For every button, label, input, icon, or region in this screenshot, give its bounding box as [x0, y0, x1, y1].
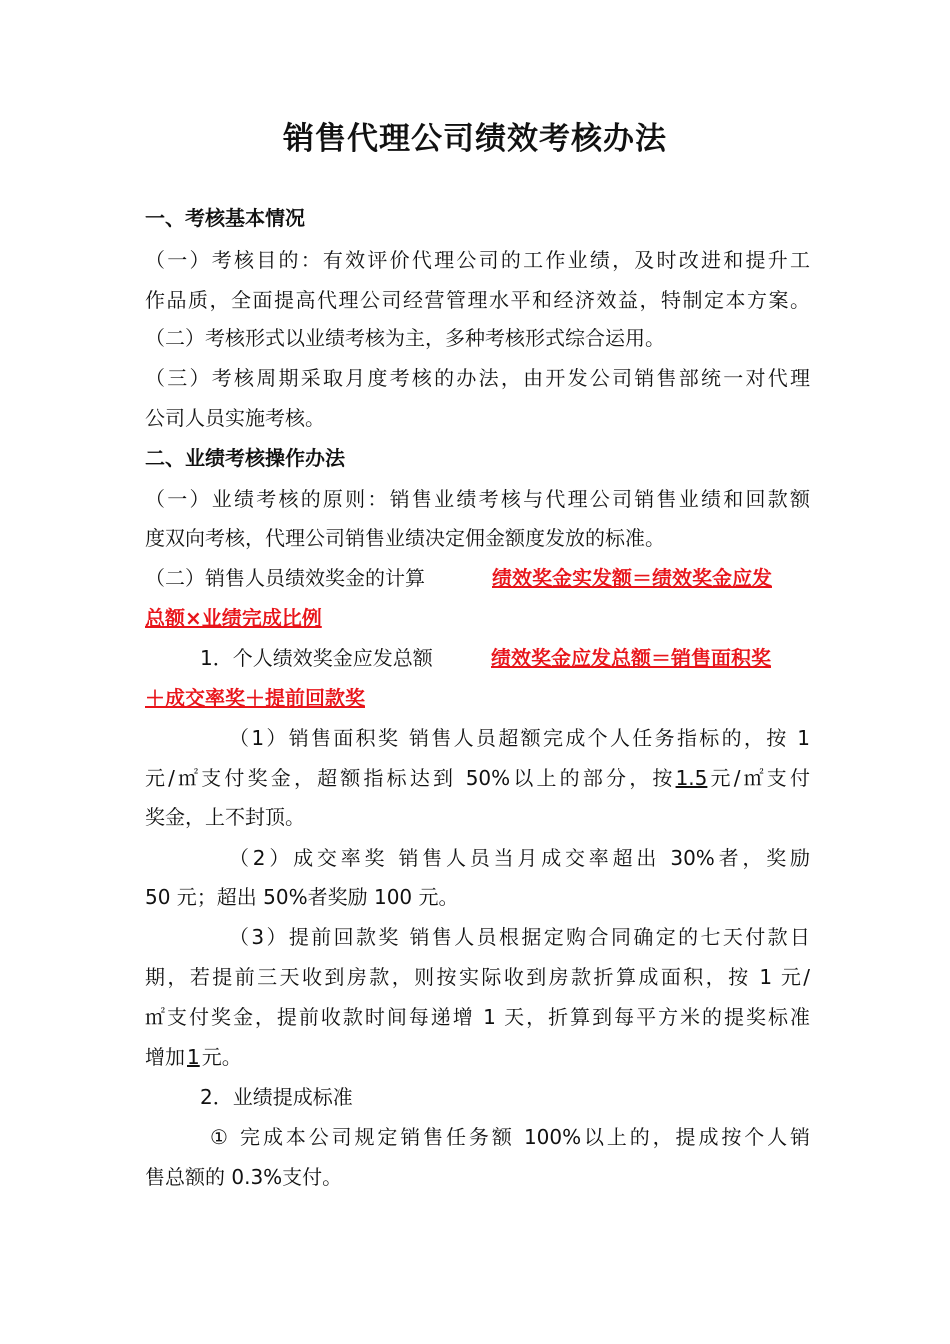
bonus-formula-part2: 总额×业绩完成比例	[145, 606, 322, 630]
reward-1-rate: 1.5	[675, 766, 708, 790]
reward-3-line4	[145, 1037, 810, 1077]
s1-p3-line1: （三）考核周期采取月度考核的办法，由开发公司销售部统一对代理	[145, 366, 810, 390]
reward-3-increment: 1	[187, 1045, 200, 1069]
reward-3-line3: ㎡支付奖金，提前收款时间每递增 1 天，折算到每平方米的提奖标准	[145, 1005, 810, 1029]
section-1-heading: 一、考核基本情况	[145, 206, 305, 230]
reward-2-line1: （2）成交率奖 销售人员当月成交率超出 30%者，奖励	[229, 846, 810, 870]
reward-1-line2	[145, 758, 810, 798]
bonus-calc-label: （二）销售人员绩效奖金的计算	[145, 566, 425, 590]
reward-3-text-a: 增加	[145, 1045, 185, 1069]
s2-p1-line1: （一）业绩考核的原则：销售业绩考核与代理公司销售业绩和回款额	[145, 487, 810, 511]
item-1-formula-part2: ＋成交率奖＋提前回款奖	[145, 686, 365, 710]
s1-p1-line1: （一）考核目的：有效评价代理公司的工作业绩，及时改进和提升工	[145, 248, 810, 272]
reward-3-text-b: 元。	[201, 1045, 242, 1069]
item-1-line1	[200, 638, 810, 678]
reward-1-text-a: 元/㎡支付奖金，超额指标达到 50%以上的部分，按	[145, 766, 676, 790]
s2-p2-line2	[145, 598, 810, 638]
reward-1-text-b: 元/㎡支付	[707, 766, 810, 790]
s1-p3-line2: 公司人员实施考核。	[145, 406, 325, 430]
item-1-line2	[145, 678, 810, 718]
reward-2-line2: 50 元；超出 50%者奖励 100 元。	[145, 885, 459, 909]
s1-p2: （二）考核形式以业绩考核为主，多种考核形式综合运用。	[145, 326, 665, 350]
bonus-formula-part1: 绩效奖金实发额＝绩效奖金应发	[492, 566, 772, 590]
reward-1-line3: 奖金，上不封顶。	[145, 805, 305, 829]
reward-3-line1: （3）提前回款奖 销售人员根据定购合同确定的七天付款日	[229, 925, 810, 949]
item-1-label: 1．个人绩效奖金应发总额	[200, 646, 433, 670]
item-2-label: 2．业绩提成标准	[200, 1085, 353, 1109]
item-1-formula-part1: 绩效奖金应发总额＝销售面积奖	[491, 646, 771, 670]
reward-3-line2: 期，若提前三天收到房款，则按实际收到房款折算成面积，按 1 元/	[145, 965, 810, 989]
s2-p2-line1	[145, 558, 810, 598]
commission-1-line1: ① 完成本公司规定销售任务额 100%以上的，提成按个人销	[210, 1125, 810, 1149]
reward-1-line1: （1）销售面积奖 销售人员超额完成个人任务指标的，按 1	[229, 726, 810, 750]
s1-p1-line2: 作品质，全面提高代理公司经营管理水平和经济效益，特制定本方案。	[145, 288, 810, 312]
page-title: 销售代理公司绩效考核办法	[283, 121, 667, 157]
section-2-heading: 二、业绩考核操作办法	[145, 446, 345, 470]
commission-1-line2: 售总额的 0.3%支付。	[145, 1165, 343, 1189]
s2-p1-line2: 度双向考核，代理公司销售业绩决定佣金额度发放的标准。	[145, 526, 665, 550]
